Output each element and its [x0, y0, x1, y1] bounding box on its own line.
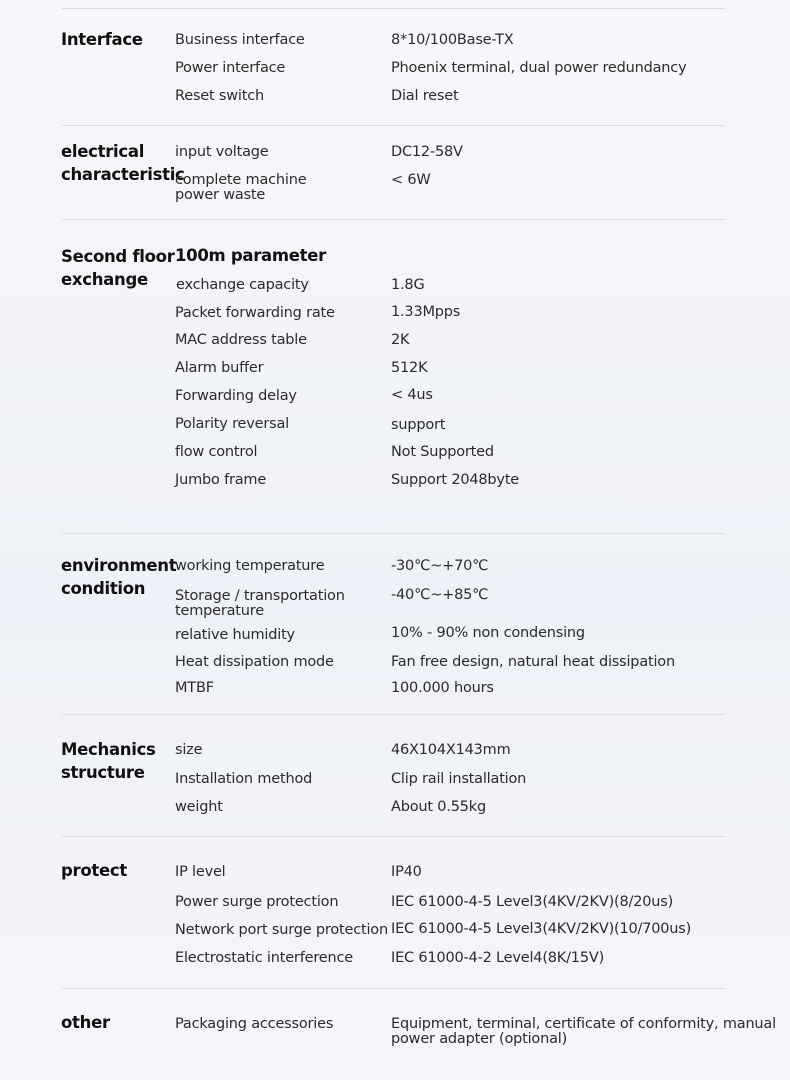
- spec-value: IP40: [391, 864, 422, 880]
- spec-value: < 6W: [391, 172, 431, 188]
- spec-value: Clip rail installation: [391, 771, 527, 787]
- spec-value: Dial reset: [391, 88, 459, 104]
- section-title-line: electrical: [61, 142, 145, 161]
- spec-value-line: power adapter (optional): [391, 1031, 568, 1047]
- spec-value: 2K: [391, 332, 410, 348]
- spec-label: Network port surge protection: [175, 922, 388, 938]
- spec-label: MTBF: [175, 680, 214, 696]
- spec-label: relative humidity: [175, 627, 295, 643]
- spec-label: MAC address table: [175, 332, 307, 348]
- spec-label: Installation method: [175, 771, 313, 787]
- spec-value: 10% - 90% non condensing: [391, 625, 585, 641]
- spec-label: input voltage: [175, 144, 269, 160]
- divider: [62, 8, 725, 9]
- spec-value: support: [391, 417, 446, 433]
- spec-value: 1.8G: [391, 277, 425, 293]
- spec-label: Packet forwarding rate: [175, 305, 335, 321]
- spec-value: -30℃~+70℃: [391, 558, 489, 574]
- spec-value: < 4us: [391, 387, 433, 403]
- section-title-electrical: [61, 140, 185, 186]
- spec-label: [175, 173, 306, 203]
- spec-label: Electrostatic interference: [175, 950, 353, 966]
- section-title-mechanics: [61, 738, 156, 784]
- section-title-line: environment: [61, 556, 177, 575]
- spec-label: flow control: [175, 444, 258, 460]
- spec-value: IEC 61000-4-5 Level3(4KV/2KV)(8/20us): [391, 894, 674, 910]
- spec-label: Business interface: [175, 32, 305, 48]
- spec-label: [175, 589, 345, 619]
- section-title-environment: [61, 554, 176, 600]
- spec-value: Not Supported: [391, 444, 494, 460]
- spec-label: exchange capacity: [176, 277, 309, 293]
- spec-label: Forwarding delay: [175, 388, 297, 404]
- spec-label: Power interface: [175, 60, 286, 76]
- divider: [62, 988, 725, 989]
- spec-value: Fan free design, natural heat dissipation: [391, 654, 675, 670]
- spec-label: weight: [175, 799, 223, 815]
- spec-value: Phoenix terminal, dual power redundancy: [391, 60, 687, 76]
- section-title-other: other: [61, 1013, 110, 1032]
- section-title-protect: protect: [61, 861, 127, 880]
- spec-label-line: power waste: [175, 187, 266, 203]
- divider: [62, 714, 725, 715]
- spec-value: About 0.55kg: [391, 799, 486, 815]
- spec-label: Reset switch: [175, 88, 265, 104]
- section-title-line: Mechanics: [61, 740, 156, 759]
- section-title-line: characteristic: [61, 165, 185, 184]
- spec-label: IP level: [175, 864, 226, 880]
- spec-value: 1.33Mpps: [391, 304, 461, 320]
- spec-value: Support 2048byte: [391, 472, 520, 488]
- divider: [62, 836, 725, 837]
- spec-label: working temperature: [175, 558, 325, 574]
- section-title-line: exchange: [61, 270, 148, 289]
- section-title-line: structure: [61, 763, 145, 782]
- spec-value-line: Equipment, terminal, certificate of conformity, manual: [391, 1016, 776, 1032]
- section-title-interface: Interface: [61, 30, 143, 49]
- spec-value: IEC 61000-4-2 Level4(8K/15V): [391, 950, 605, 966]
- section-title-exchange: [61, 245, 175, 291]
- spec-label: size: [175, 742, 203, 758]
- spec-label: Heat dissipation mode: [175, 654, 334, 670]
- spec-value: 100.000 hours: [391, 680, 494, 696]
- spec-value: DC12-58V: [391, 144, 463, 160]
- spec-value: 46X104X143mm: [391, 742, 511, 758]
- spec-value: IEC 61000-4-5 Level3(4KV/2KV)(10/700us): [391, 921, 692, 937]
- spec-label: Polarity reversal: [175, 416, 289, 432]
- section-title-line: condition: [61, 579, 146, 598]
- spec-value: 512K: [391, 360, 428, 376]
- divider: [62, 219, 725, 220]
- spec-value: -40℃~+85℃: [391, 587, 489, 603]
- spec-value: [391, 1017, 776, 1047]
- spec-label-line: temperature: [175, 603, 264, 619]
- divider: [62, 125, 725, 126]
- spec-label-line: Storage / transportation: [175, 588, 345, 604]
- spec-label-line: complete machine: [175, 172, 307, 188]
- divider: [62, 533, 725, 534]
- spec-label: Alarm buffer: [175, 360, 264, 376]
- spec-value: 8*10/100Base-TX: [391, 32, 514, 48]
- spec-label: Jumbo frame: [175, 472, 267, 488]
- section-title-line: Second floor: [61, 247, 175, 266]
- spec-label: Power surge protection: [175, 894, 339, 910]
- spec-label: Packaging accessories: [175, 1016, 334, 1032]
- subsection-title: 100m parameter: [175, 246, 326, 265]
